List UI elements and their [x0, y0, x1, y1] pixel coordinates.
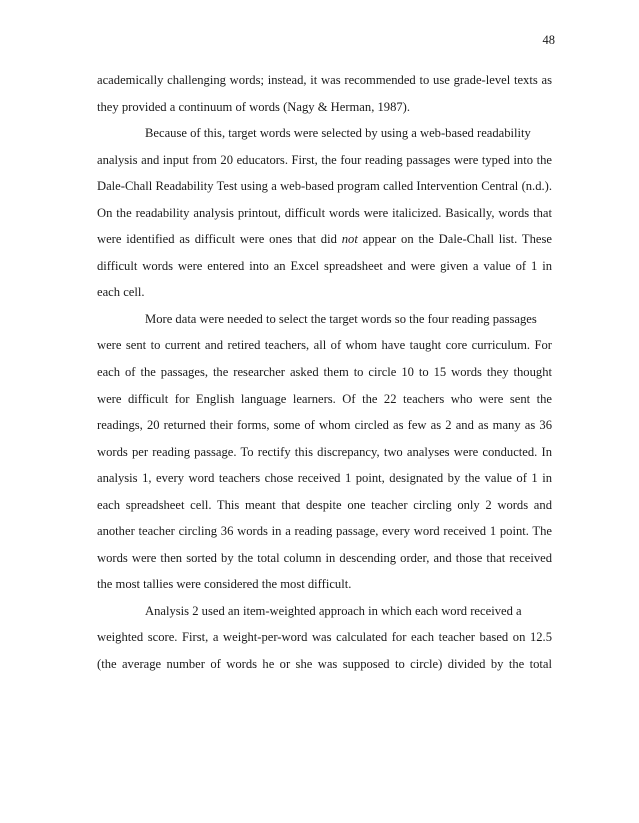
text-line: Analysis 2 used an item-weighted approach in which each word received a: [145, 603, 522, 618]
paragraph-continuation: [97, 67, 552, 120]
text-line: analysis 1, every word teachers chose received 1 point, designated by the value of 1 in: [97, 471, 552, 486]
text-line: Because of this, target words were selected by using a web-based readability: [145, 126, 531, 141]
text-line: another teacher circling 36 words in a reading passage, every word received 1 point. The: [97, 524, 552, 539]
text-line: weighted score. First, a weight-per-word was calculated for each teacher based on 12.5: [97, 630, 552, 645]
text-line: Dale-Chall Readability Test using a web-based program called Intervention Central (n.d.).: [97, 179, 552, 194]
paragraph-target-word-selection: [97, 120, 552, 306]
text-line: the most tallies were considered the most difficult.: [97, 577, 352, 592]
text-line: each of the passages, the researcher asked them to circle 10 to 15 words they thought: [97, 365, 552, 380]
text-line: each cell.: [97, 285, 145, 300]
text-line: analysis and input from 20 educators. First, the four reading passages were typed into the: [97, 152, 552, 167]
paragraph-analysis-2: [97, 598, 552, 678]
text-line: each spreadsheet cell. This meant that despite one teacher circling only 2 words and: [97, 497, 552, 512]
text-line: academically challenging words; instead, it was recommended to use grade-level texts as: [97, 73, 552, 87]
text-segment: were identified as difficult were ones that did: [97, 232, 342, 247]
text-line: [97, 226, 552, 253]
text-line: (the average number of words he or she was supposed to circle) divided by the total: [97, 657, 552, 672]
text-line: More data were needed to select the target words so the four reading passages: [145, 311, 537, 326]
text-line: words per reading passage. To rectify this discrepancy, two analyses were conducted. In: [97, 444, 552, 459]
paragraph-teacher-input: [97, 306, 552, 598]
text-line: were sent to current and retired teachers, all of whom have taught core curriculum. For: [97, 338, 552, 353]
text-line: were difficult for English language learners. Of the 22 teachers who were sent the: [97, 391, 552, 406]
text-line: words were then sorted by the total column in descending order, and those that received: [97, 550, 552, 565]
text-line: readings, 20 returned their forms, some of whom circled as few as 2 and as many as 36: [97, 418, 552, 433]
text-segment: appear on the Dale-Chall list. These: [357, 232, 552, 247]
text-line: they provided a continuum of words (Nagy & Herman, 1987).: [97, 99, 411, 114]
text-line: On the readability analysis printout, difficult words were italicized. Basically, words that: [97, 205, 552, 220]
page-number: 48: [542, 33, 555, 47]
emphasized-word: not: [341, 232, 358, 247]
text-line: difficult words were entered into an Excel spreadsheet and were given a value of 1 in: [97, 258, 552, 273]
body-text: [97, 67, 552, 678]
